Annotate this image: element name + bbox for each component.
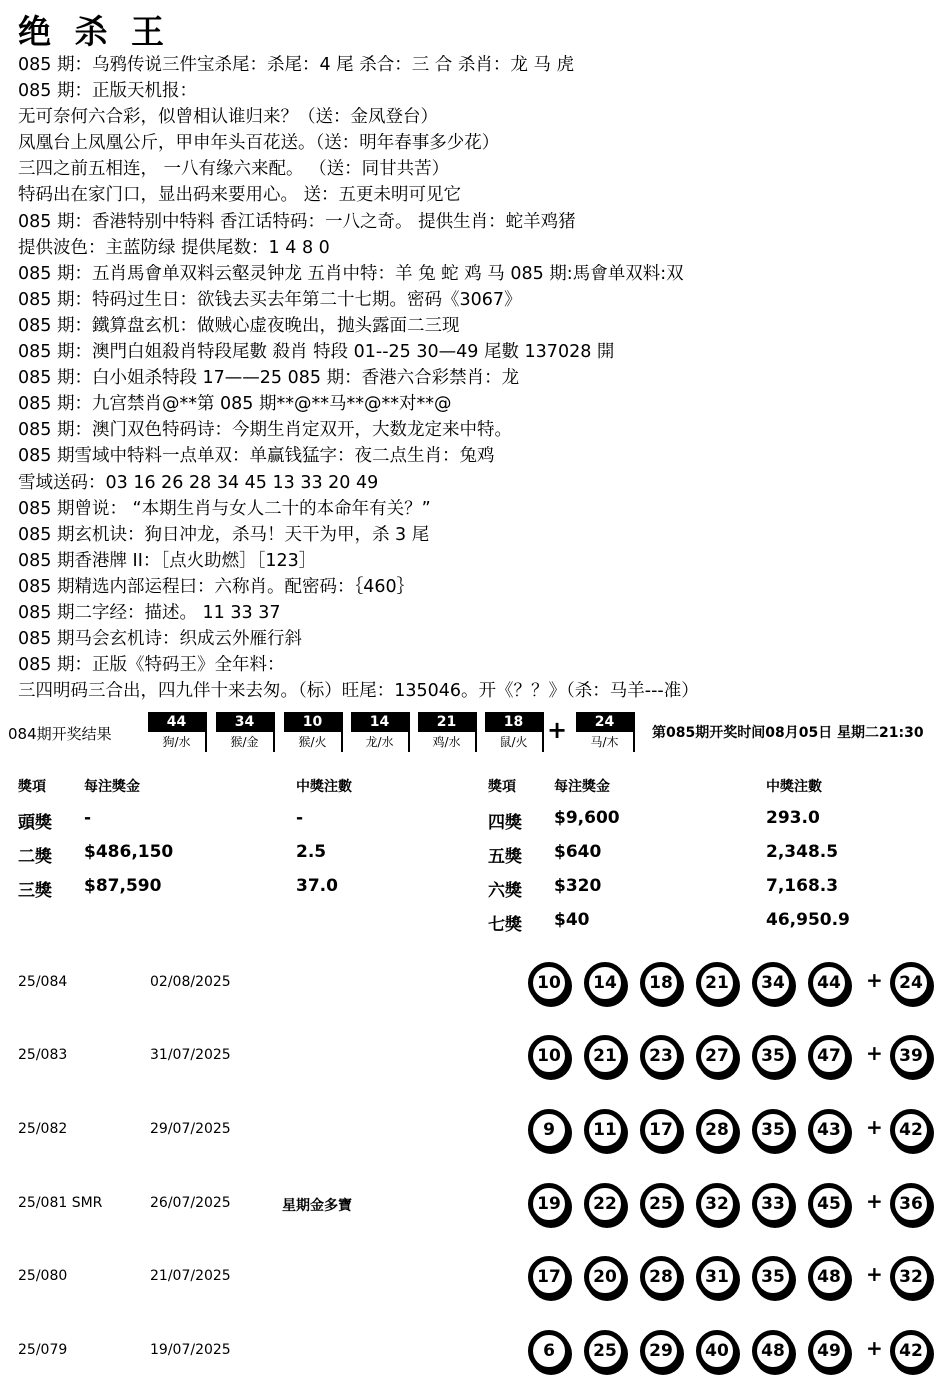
history-row	[0, 1169, 943, 1239]
prize-winners: 46,950.9	[766, 910, 850, 930]
prize-name: 五獎	[488, 847, 522, 867]
text-line: 三四明码三合出，四九伴十来去匆。（标）旺尾：135046。开《？？》（杀：马羊---准）	[18, 681, 699, 702]
history-period: 25/079	[18, 1342, 68, 1358]
text-line: 085 期：鐵算盘玄机：做贼心虚夜晚出，抛头露面二三现	[18, 315, 460, 336]
prize-header-item: 獎項	[488, 779, 516, 795]
history-row	[0, 1242, 943, 1312]
prize-winners: 37.0	[296, 876, 338, 896]
prize-header-amount: 每注獎金	[84, 779, 140, 795]
text-line: 085 期：正版《特码王》全年料：	[18, 655, 285, 676]
special-number-ball: 24	[890, 962, 932, 1004]
text-line: 085 期：澳門白姐殺肖特段尾數 殺肖 特段 01--25 30—49 尾數 137028 開	[18, 342, 615, 363]
number-ball: 17	[528, 1256, 570, 1298]
number-ball: 47	[808, 1035, 850, 1077]
number-ball: 35	[752, 1035, 794, 1077]
number-ball: 29	[640, 1330, 682, 1372]
history-date: 31/07/2025	[150, 1047, 231, 1063]
prize-amount: $9,600	[554, 808, 620, 828]
text-line: 085 期雪域中特料一点单双：单赢钱猛字：夜二点生肖：兔鸡	[18, 446, 495, 467]
result-ball-number: 34	[216, 712, 273, 732]
result-ball	[485, 712, 544, 752]
number-ball: 32	[696, 1183, 738, 1225]
prize-name: 七獎	[488, 915, 522, 935]
number-ball: 18	[640, 962, 682, 1004]
prize-amount: $87,590	[84, 876, 162, 896]
history-date: 02/08/2025	[150, 974, 231, 990]
number-ball: 33	[752, 1183, 794, 1225]
number-ball: 48	[752, 1330, 794, 1372]
number-ball: 14	[584, 962, 626, 1004]
number-ball: 20	[584, 1256, 626, 1298]
result-ball	[351, 712, 410, 752]
result-ball-zodiac: 狗/水	[162, 735, 191, 749]
result-ball-number: 21	[418, 712, 475, 732]
number-ball: 28	[696, 1109, 738, 1151]
plus-sign: +	[866, 1041, 883, 1065]
special-number-ball: 32	[890, 1256, 932, 1298]
number-ball: 11	[584, 1109, 626, 1151]
plus-sign: +	[866, 1336, 883, 1360]
prize-amount: -	[84, 808, 92, 828]
number-ball: 27	[696, 1035, 738, 1077]
plus-sign: +	[866, 1262, 883, 1286]
draw-result-bar	[4, 712, 940, 756]
history-row	[0, 1095, 943, 1165]
number-ball: 21	[584, 1035, 626, 1077]
history-period: 25/080	[18, 1268, 68, 1284]
special-ball-zodiac: 马/木	[590, 735, 619, 749]
result-ball-number: 10	[284, 712, 341, 732]
prize-header-winners: 中獎注數	[296, 779, 352, 795]
history-period: 25/083	[18, 1047, 68, 1063]
text-line: 085 期：特码过生日：欲钱去买去年第二十七期。密码《3067》	[18, 289, 522, 310]
result-ball-zodiac: 猴/火	[298, 735, 327, 749]
prediction-text-block	[18, 52, 938, 704]
prize-amount: $640	[554, 842, 602, 862]
number-ball: 25	[584, 1330, 626, 1372]
number-ball: 49	[808, 1330, 850, 1372]
history-row	[0, 1316, 943, 1386]
text-line: 085 期：白小姐杀特段 17——25 085 期：香港六合彩禁肖：龙	[18, 368, 520, 389]
plus-sign: +	[866, 968, 883, 992]
special-ball	[576, 712, 635, 752]
text-line: 085 期二字经：描述。 11 33 37	[18, 602, 281, 623]
text-line: 085 期香港牌 II：［点火助燃］［123］	[18, 550, 317, 571]
result-ball-zodiac: 猴/金	[230, 735, 259, 749]
history-row	[0, 948, 943, 1018]
prize-header-item: 獎項	[18, 779, 46, 795]
text-line: 三四之前五相连， 一八有缘六来配。 （送：同甘共苦）	[18, 159, 450, 180]
number-ball: 34	[752, 962, 794, 1004]
result-ball-number: 44	[148, 712, 205, 732]
result-ball-zodiac: 龙/水	[365, 735, 394, 749]
prize-name: 頭獎	[18, 813, 52, 833]
text-line: 085 期精选内部运程曰：六称肖。配密码：｛460｝	[18, 576, 415, 597]
text-line: 085 期：九宫禁肖@**第 085 期**@**马**@**对**@	[18, 394, 452, 415]
prize-winners: 2.5	[296, 842, 327, 862]
next-draw-time: 第085期开奖时间08月05日 星期二21:30	[652, 725, 924, 741]
text-line: 085 期：香港特别中特料 香江话特码：一八之奇。 提供生肖：蛇羊鸡猪	[18, 211, 576, 232]
text-line: 特码出在家门口，显出码来要用心。 送：五更未明可见它	[18, 185, 462, 206]
number-ball: 6	[528, 1330, 570, 1372]
result-ball	[284, 712, 343, 752]
prize-header-winners: 中獎注數	[766, 779, 822, 795]
plus-sign: +	[866, 1115, 883, 1139]
prize-name: 二獎	[18, 847, 52, 867]
number-ball: 48	[808, 1256, 850, 1298]
prize-winners: 293.0	[766, 808, 820, 828]
text-line: 085 期马会玄机诗：织成云外雁行斜	[18, 629, 302, 650]
prize-winners: 2,348.5	[766, 842, 839, 862]
number-ball: 10	[528, 1035, 570, 1077]
prize-winners: 7,168.3	[766, 876, 839, 896]
number-ball: 22	[584, 1183, 626, 1225]
history-period: 25/081 SMR	[18, 1195, 103, 1211]
prize-amount: $40	[554, 910, 590, 930]
number-ball: 28	[640, 1256, 682, 1298]
number-ball: 19	[528, 1183, 570, 1225]
number-ball: 45	[808, 1183, 850, 1225]
number-ball: 35	[752, 1109, 794, 1151]
prize-header-amount: 每注獎金	[554, 779, 610, 795]
number-ball: 40	[696, 1330, 738, 1372]
text-line: 085 期：乌鸦传说三件宝杀尾：杀尾：4 尾 杀合：三 合 杀肖：龙 马 虎	[18, 55, 574, 75]
history-date: 19/07/2025	[150, 1342, 231, 1358]
number-ball: 10	[528, 962, 570, 1004]
text-line: 提供波色：主蓝防绿 提供尾数：1 4 8 0	[18, 237, 330, 258]
text-line: 085 期曾说： “本期生肖与女人二十的本命年有关？”	[18, 498, 431, 519]
history-date: 26/07/2025	[150, 1195, 231, 1211]
number-ball: 9	[528, 1109, 570, 1151]
history-row	[0, 1021, 943, 1091]
result-ball	[216, 712, 275, 752]
result-ball-number: 18	[485, 712, 542, 732]
history-date: 29/07/2025	[150, 1121, 231, 1137]
text-line: 085 期：澳门双色特码诗：今期生肖定双开，大数龙定来中特。	[18, 420, 512, 441]
history-note: 星期金多寶	[282, 1198, 352, 1214]
text-line: 085 期玄机诀：狗日冲龙，杀马！天干为甲，杀 3 尾	[18, 524, 430, 545]
number-ball: 25	[640, 1183, 682, 1225]
page-title: 绝 杀 王	[18, 12, 170, 51]
number-ball: 35	[752, 1256, 794, 1298]
history-period: 25/084	[18, 974, 68, 990]
special-number-ball: 39	[890, 1035, 932, 1077]
prize-name: 三獎	[18, 881, 52, 901]
number-ball: 43	[808, 1109, 850, 1151]
special-number-ball: 42	[890, 1330, 932, 1372]
special-number-ball: 42	[890, 1109, 932, 1151]
text-line: 无可奈何六合彩，似曾相认谁归来？（送：金凤登台）	[18, 107, 438, 128]
history-date: 21/07/2025	[150, 1268, 231, 1284]
text-line: 凤凰台上凤凰公斤，甲申年头百花送。（送：明年春事多少花）	[18, 133, 500, 154]
prize-winners: -	[296, 808, 304, 828]
history-period: 25/082	[18, 1121, 68, 1137]
number-ball: 44	[808, 962, 850, 1004]
plus-sign: +	[866, 1189, 883, 1213]
text-line: 085 期：五肖馬會单双料云壑灵钟龙 五肖中特：羊 兔 蛇 鸡 马 085 期:馬會单双料:双	[18, 263, 684, 284]
result-ball	[148, 712, 207, 752]
number-ball: 17	[640, 1109, 682, 1151]
result-ball	[418, 712, 477, 752]
result-ball-zodiac: 鸡/水	[432, 735, 461, 749]
number-ball: 31	[696, 1256, 738, 1298]
text-line: 雪域送码：03 16 26 28 34 45 13 33 20 49	[18, 472, 379, 493]
special-ball-number: 24	[576, 712, 633, 732]
number-ball: 21	[696, 962, 738, 1004]
text-line: 085 期：正版天机报：	[18, 81, 197, 102]
result-ball-zodiac: 鼠/火	[499, 735, 528, 749]
result-ball-number: 14	[351, 712, 408, 732]
draw-result-label: 084期开奖结果	[8, 725, 112, 743]
prize-name: 四獎	[488, 813, 522, 833]
prize-amount: $486,150	[84, 842, 174, 862]
prize-amount: $320	[554, 876, 602, 896]
special-number-ball: 36	[890, 1183, 932, 1225]
plus-sign: +	[547, 716, 568, 744]
number-ball: 23	[640, 1035, 682, 1077]
prize-name: 六獎	[488, 881, 522, 901]
